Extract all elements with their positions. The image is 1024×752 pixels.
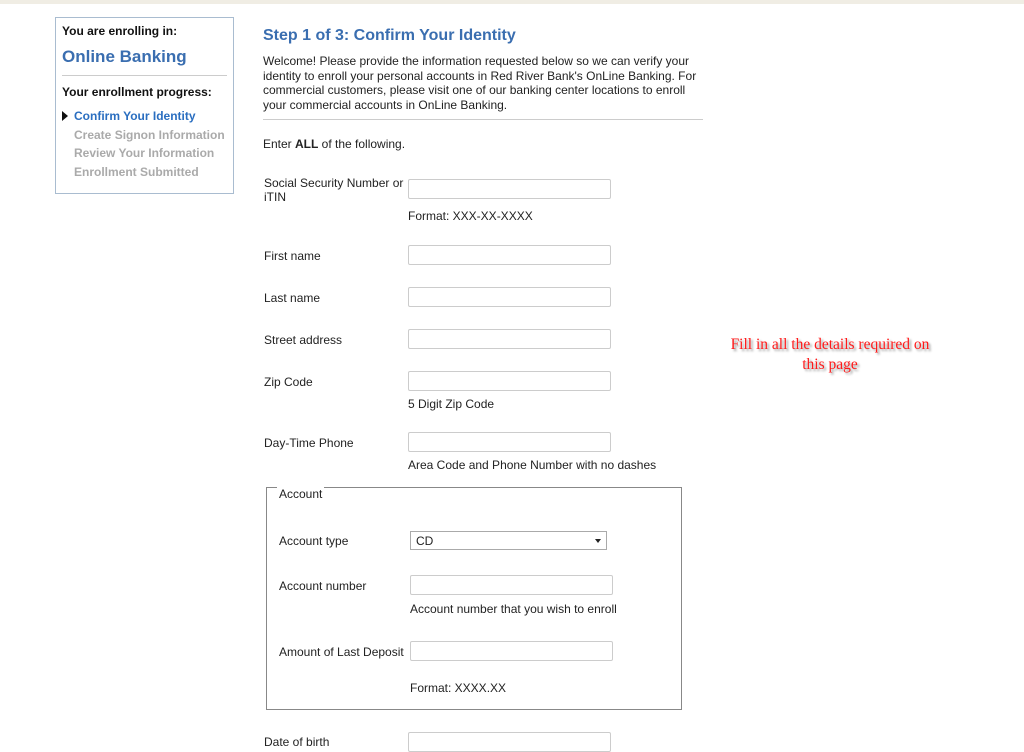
account-number-hint: Account number that you wish to enroll xyxy=(410,602,617,616)
phone-hint: Area Code and Phone Number with no dashes xyxy=(408,458,657,472)
annotation-note: Fill in all the details required on this page xyxy=(730,336,930,373)
progress-label: Your enrollment progress: xyxy=(62,85,212,99)
account-number-input[interactable] xyxy=(410,575,613,595)
zip-hint: 5 Digit Zip Code xyxy=(408,397,495,411)
ssn-hint: Format: XXX-XX-XXXX xyxy=(408,209,533,223)
ssn-input[interactable] xyxy=(408,179,611,199)
first-name-label: First name xyxy=(264,249,321,263)
top-band xyxy=(0,0,1024,4)
phone-label: Day-Time Phone xyxy=(264,436,354,450)
product-name: Online Banking xyxy=(62,47,187,66)
chevron-down-icon xyxy=(595,539,601,543)
last-name-input[interactable] xyxy=(408,287,611,307)
account-legend: Account xyxy=(279,487,323,501)
account-fieldset xyxy=(266,487,682,710)
last-name-label: Last name xyxy=(264,291,321,305)
dob-input[interactable] xyxy=(408,732,611,752)
step-review: Review Your Information xyxy=(74,146,215,160)
ssn-label: Social Security Number or iTIN xyxy=(264,176,404,204)
street-address-label: Street address xyxy=(264,333,343,347)
current-step-arrow-icon xyxy=(62,111,68,121)
account-type-select[interactable]: CD xyxy=(410,531,607,550)
intro-text: Welcome! Please provide the information requested below so we can verify your identity to enroll your personal accounts in Red River Bank's OnLine Banking. For commercial customers, please visit one of our banking center locations to enroll your commercial accounts in OnLine Banking. xyxy=(263,54,697,112)
page-title: Step 1 of 3: Confirm Your Identity xyxy=(263,27,516,44)
divider xyxy=(62,75,227,76)
divider xyxy=(263,119,703,120)
first-name-input[interactable] xyxy=(408,245,611,265)
enrolling-label: You are enrolling in: xyxy=(62,24,178,38)
enrollment-sidebar xyxy=(55,17,234,194)
account-type-label: Account type xyxy=(279,534,349,548)
zip-label: Zip Code xyxy=(264,375,313,389)
street-address-input[interactable] xyxy=(408,329,611,349)
step-submitted: Enrollment Submitted xyxy=(74,164,199,179)
last-deposit-hint: Format: XXXX.XX xyxy=(410,681,507,695)
phone-input[interactable] xyxy=(408,432,611,452)
account-number-label: Account number xyxy=(279,579,367,593)
last-deposit-input[interactable] xyxy=(410,641,613,661)
instructions: Enter ALL of the following. xyxy=(263,137,406,151)
zip-input[interactable] xyxy=(408,371,611,391)
dob-label: Date of birth xyxy=(264,735,330,749)
last-deposit-label: Amount of Last Deposit xyxy=(279,645,404,659)
step-create-signon: Create Signon Information xyxy=(74,127,225,142)
step-confirm-identity: Confirm Your Identity xyxy=(74,107,227,126)
